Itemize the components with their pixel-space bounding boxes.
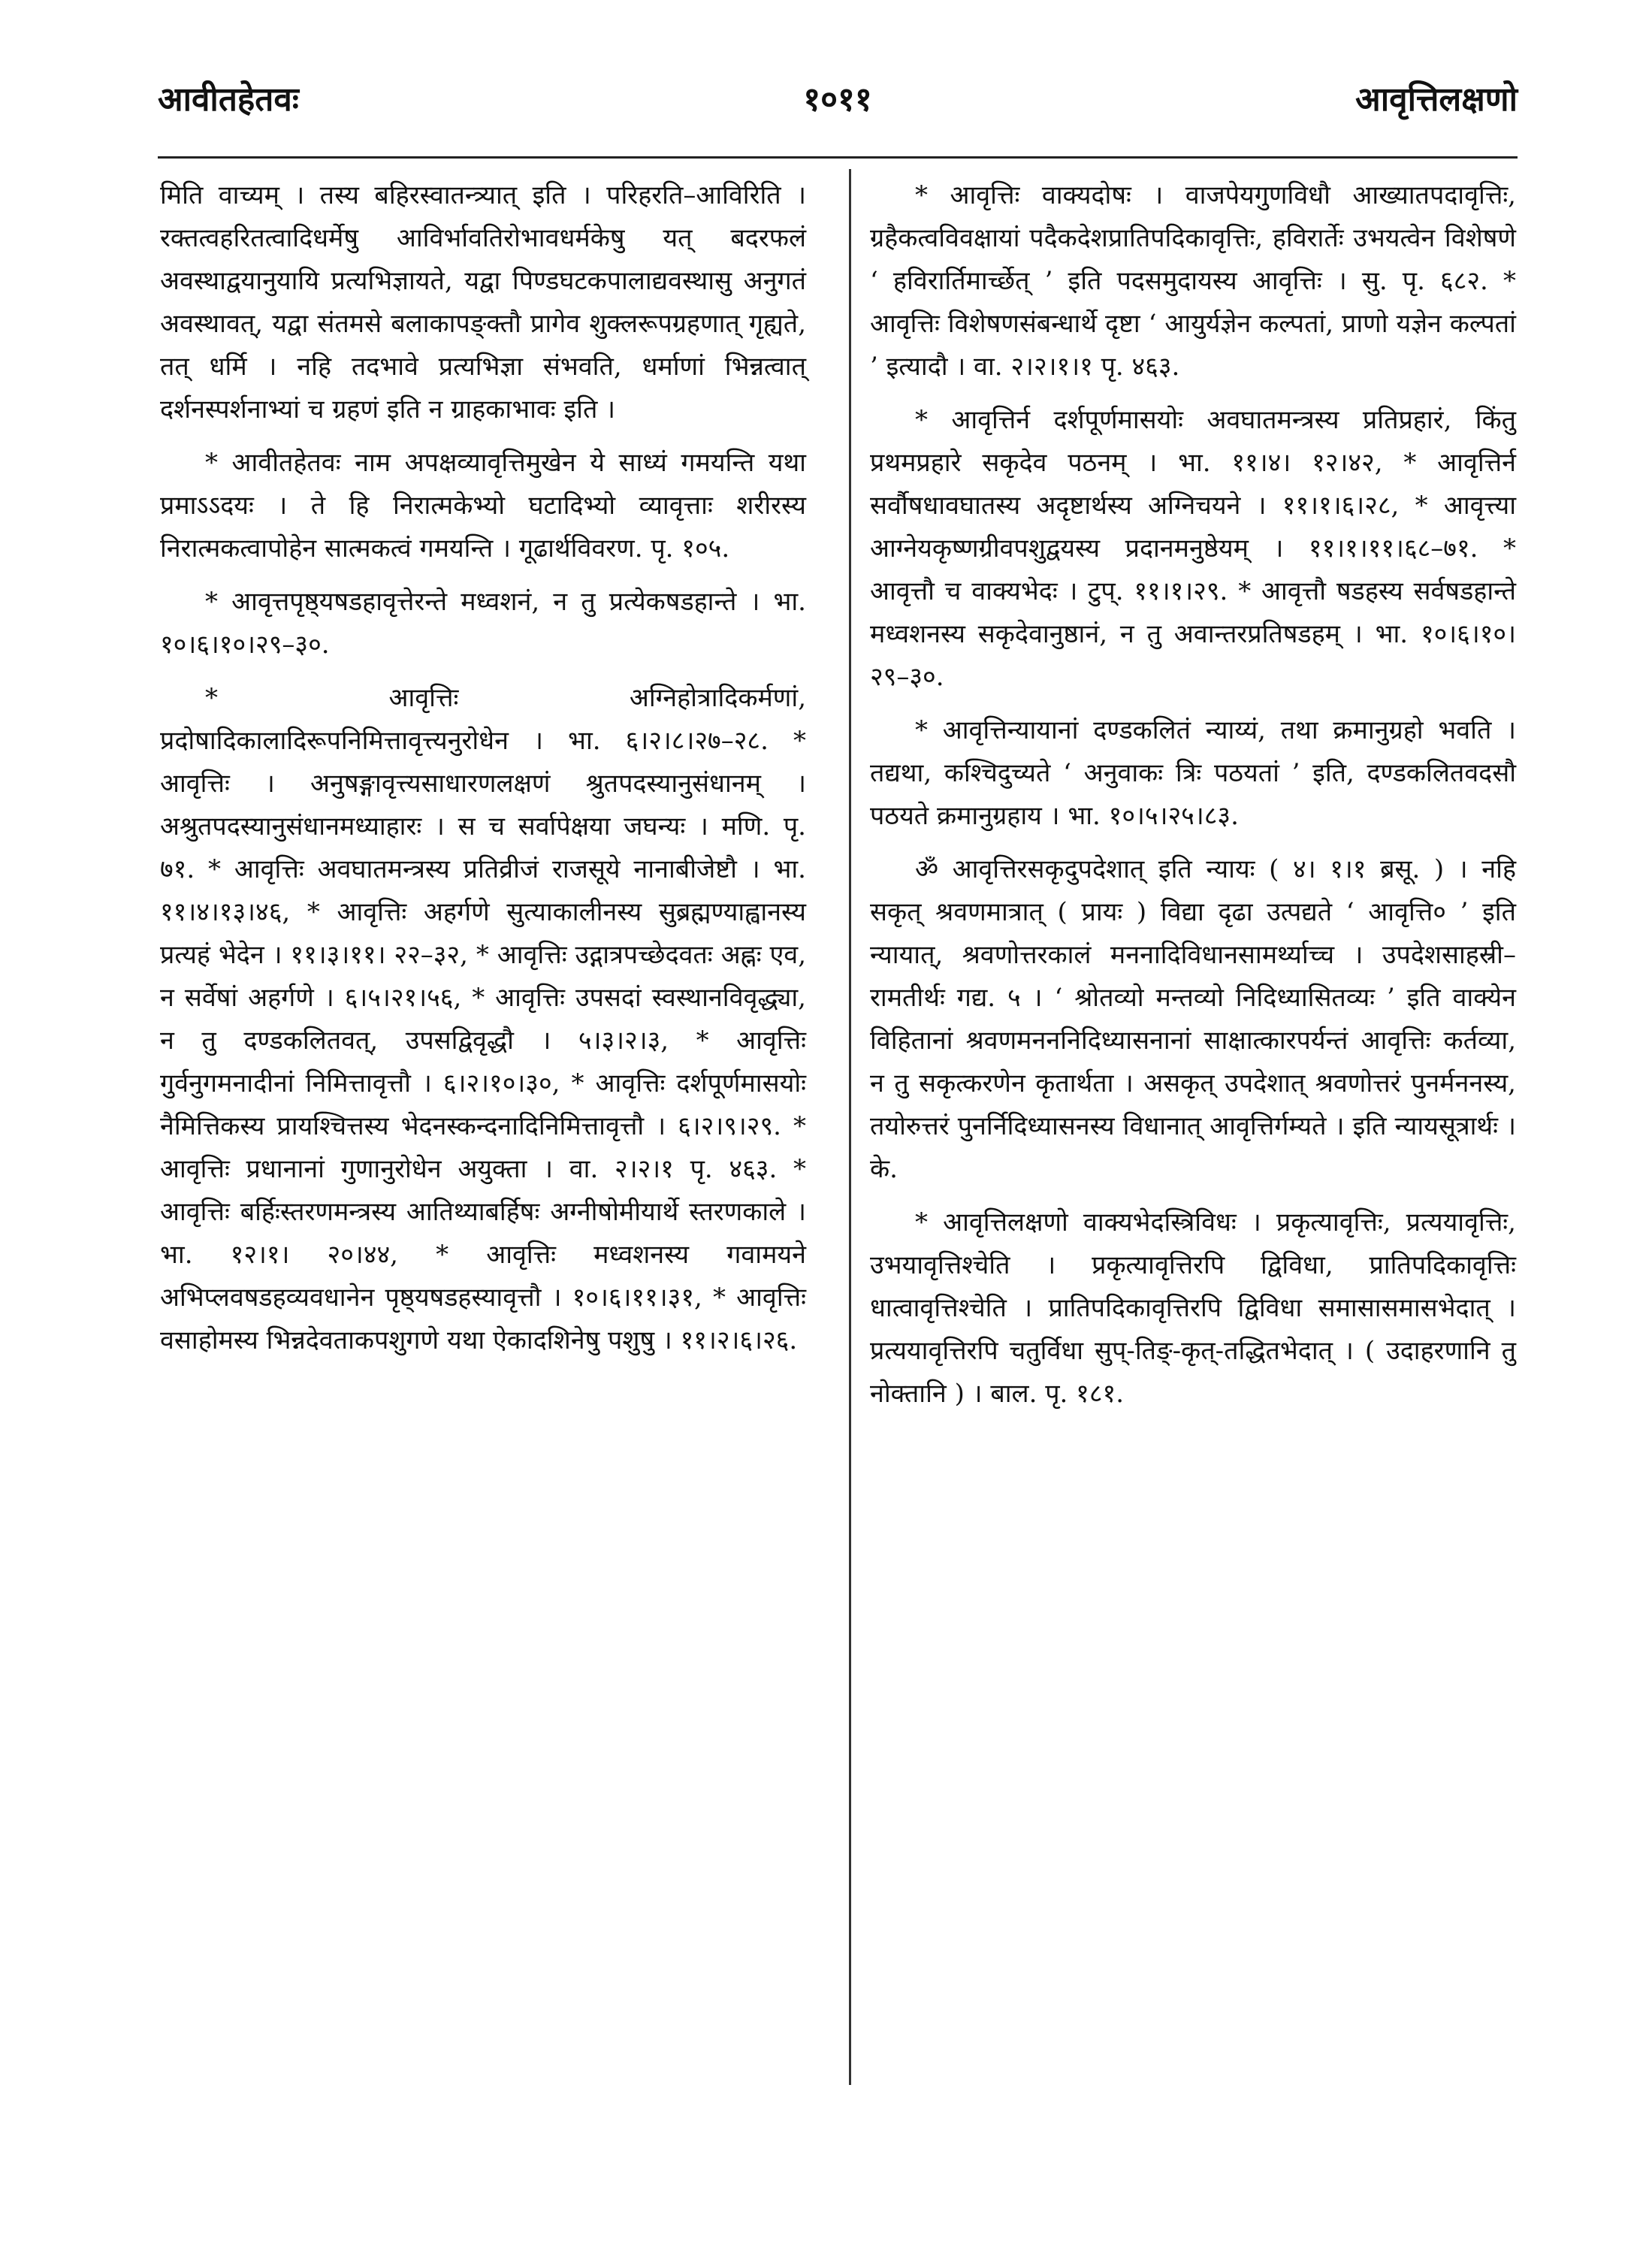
right-paragraph-3: * आवृत्तिन्यायानां दण्डकलितं न्याय्यं, तथा क्रमानुग्रहो भवति । तद्यथा, कश्चिदुच्यते ‘ अनुवाकः त्रिः पठयतां ’ इति, दण्डकलितवदसौ पठयते क्रमानुग्रहाय । भा. १०।५।२५।८३. bbox=[870, 715, 1516, 831]
left-column bbox=[160, 174, 806, 1373]
page-number: १०११ bbox=[803, 80, 872, 119]
right-paragraph-5: * आवृत्तिलक्षणो वाक्यभेदस्त्रिविधः । प्रकृत्यावृत्तिः, प्रत्ययावृत्तिः, उभयावृत्तिश्चेति । प्रकृत्यावृत्तिरपि द्विविधा, प्रातिपदिकावृत्तिः धात्वावृत्तिश्चेति । प्रातिपदिकावृत्तिरपि द्विविधा समासासमासभेदात् । प्रत्ययावृत्तिरपि चतुर्विधा सुप्-तिङ्-कृत्-तद्धितभेदात् । ( उदाहरणानि तु नोक्तानि ) । बाल. पृ. १८१. bbox=[870, 1207, 1517, 1409]
right-paragraph-4: ॐ आवृत्तिरसकृदुपदेशात् इति न्यायः ( ४। १।१ ब्रसू. ) । नहि सकृत् श्रवणमात्रात् ( प्रायः ) विद्या दृढा उत्पद्यते ‘ आवृत्ति० ’ इति न्यायात्, श्रवणोत्तरकालं मननादिविधानसामर्थ्याच्च । उपदेशसाहस्री– रामतीर्थः गद्य. ५ । ‘ श्रोतव्यो मन्तव्यो निदिध्यासितव्यः ’ इति वाक्येन विहितानां श्रवणमनननिदिध्यासनानां साक्षात्कारपर्यन्तं आवृत्तिः कर्तव्या, न तु सकृत्करणेन कृतार्थता । असकृत् उपदेशात् श्रवणोत्तरं पुनर्मननस्य, तयोरुत्तरं पुनर्निदिध्यासनस्य विधानात् आवृत्तिर्गम्यते । इति न्यायसूत्रार्थः । के. bbox=[870, 854, 1516, 1184]
left-paragraph-3: * आवृत्तपृष्ठ्यषडहावृत्तेरन्ते मध्वशनं, न तु प्रत्येकषडहान्ते । भा. १०।६।१०।२९–३०. bbox=[160, 587, 806, 660]
left-paragraph-4: * आवृत्तिः अग्निहोत्रादिकर्मणां, प्रदोषादिकालादिरूपनिमित्तावृत्त्यनुरोधेन । भा. ६।२।८।२७–२८. * आवृत्तिः । अनुषङ्गावृत्त्यसाधारणलक्षणं श्रुतपदस्यानुसंधानम् । अश्रुतपदस्यानुसंधानमध्याहारः । स च सर्वापेक्षया जघन्यः । मणि. पृ. ७१. * आवृत्तिः अवघातमन्त्रस्य प्रतिव्रीजं राजसूये नानाबीजेष्टौ । भा. ११।४।१३।४६, * आवृत्तिः अहर्गणे सुत्याकालीनस्य सुब्रह्मण्याह्वानस्य प्रत्यहं भेदेन । ११।३।११। २२–३२, * आवृत्तिः उद्गात्रपच्छेदवतः अह्नः एव, न सर्वेषां अहर्गणे । ६।५।२१।५६, * आवृत्तिः उपसदां स्वस्थानविवृद्ध्या, न तु दण्डकलितवत्, उपसद्विवृद्धौ । ५।३।२।३, * आवृत्तिः गुर्वनुगमनादीनां निमित्तावृत्तौ । ६।२।१०।३०, * आवृत्तिः दर्शपूर्णमासयोः नैमित्तिकस्य प्रायश्चित्तस्य भेदनस्कन्दनादिनिमित्तावृत्तौ । ६।२।९।२९. * आवृत्तिः प्रधानानां गुणानुरोधेन अयुक्ता । वा. २।२।१ पृ. ४६३. * आवृत्तिः बर्हिःस्तरणमन्त्रस्य आतिथ्याबर्हिषः अग्नीषोमीयार्थे स्तरणकाले । भा. १२।१। २०।४४, * आवृत्तिः मध्वशनस्य गवामयने अभिप्लवषडहव्यवधानेन पृष्ठ्यषडहस्यावृत्तौ । १०।६।११।३१, * आवृत्तिः वसाहोमस्य भिन्नदेवताकपशुगणे यथा ऐकादशिनेषु पशुषु । ११।२।६।२६. bbox=[160, 683, 806, 1355]
column-divider bbox=[849, 169, 851, 2085]
right-paragraph-2: * आवृत्तिर्न दर्शपूर्णमासयोः अवघातमन्त्रस्य प्रतिप्रहारं, किंतु प्रथमप्रहारे सकृदेव पठनम् । भा. ११।४। १२।४२, * आवृत्तिर्न सर्वौषधावघातस्य अदृष्टार्थस्य अग्निचयने । ११।१।६।२८, * आवृत्त्या आग्नेयकृष्णग्रीवपशुद्वयस्य प्रदानमनुष्ठेयम् । ११।१।११।६८–७१. * आवृत्तौ च वाक्यभेदः । टुप्. ११।१।२९. * आवृत्तौ षडहस्य सर्वषडहान्ते मध्वशनस्य सकृदेवानुष्ठानं, न तु अवान्तरप्रतिषडहम् । भा. १०।६।१०। २९–३०. bbox=[870, 405, 1516, 692]
right-paragraph-1: * आवृत्तिः वाक्यदोषः । वाजपेयगुणविधौ आख्यातपदावृत्तिः, ग्रहैकत्वविवक्षायां पदैकदेशप्रातिपदिकावृत्तिः, हविरार्तेः उभयत्वेन विशेषणे ‘ हविरार्तिमार्च्छेत् ’ इति पदसमुदायस्य आवृत्तिः । सु. पृ. ६८२. * आवृत्तिः विशेषणसंबन्धार्थे दृष्टा ‘ आयुर्यज्ञेन कल्पतां, प्राणो यज्ञेन कल्पतां ’ इत्यादौ । वा. २।२।१।१ पृ. ४६३. bbox=[870, 180, 1516, 382]
left-paragraph-2: * आवीतहेतवः नाम अपक्षव्यावृत्तिमुखेन ये साध्यं गमयन्ति यथा प्रमाऽऽदयः । ते हि निरात्मकेभ्यो घटादिभ्यो व्यावृत्ताः शरीरस्य निरात्मकत्वापोहेन सात्मकत्वं गमयन्ति । गूढार्थविवरण. पृ. १०५. bbox=[160, 448, 806, 564]
header-rule bbox=[158, 156, 1518, 159]
header-left-guideword: आवीतहेतवः bbox=[158, 80, 299, 119]
page-header bbox=[158, 75, 1518, 135]
right-column bbox=[870, 174, 1516, 1426]
header-right-guideword: आवृत्तिलक्षणो bbox=[1355, 80, 1518, 119]
left-paragraph-1: मिति वाच्यम् । तस्य बहिरस्वातन्त्र्यात् इति । परिहरति–आविरिति । रक्तत्वहरितत्वादिधर्मेषु आविर्भावतिरोभावधर्मकेषु यत् बदरफलं अवस्थाद्वयानुयायि प्रत्यभिज्ञायते, यद्वा पिण्डघटकपालाद्यवस्थासु अनुगतं अवस्थावत्, यद्वा संतमसे बलाकापङ्क्तौ प्रागेव शुक्लरूपग्रहणात् गृह्यते, तत् धर्मि । नहि तदभावे प्रत्यभिज्ञा संभवति, धर्माणां भिन्नत्वात् दर्शनस्पर्शनाभ्यां च ग्रहणं इति न ग्राहकाभावः इति । bbox=[160, 180, 806, 425]
